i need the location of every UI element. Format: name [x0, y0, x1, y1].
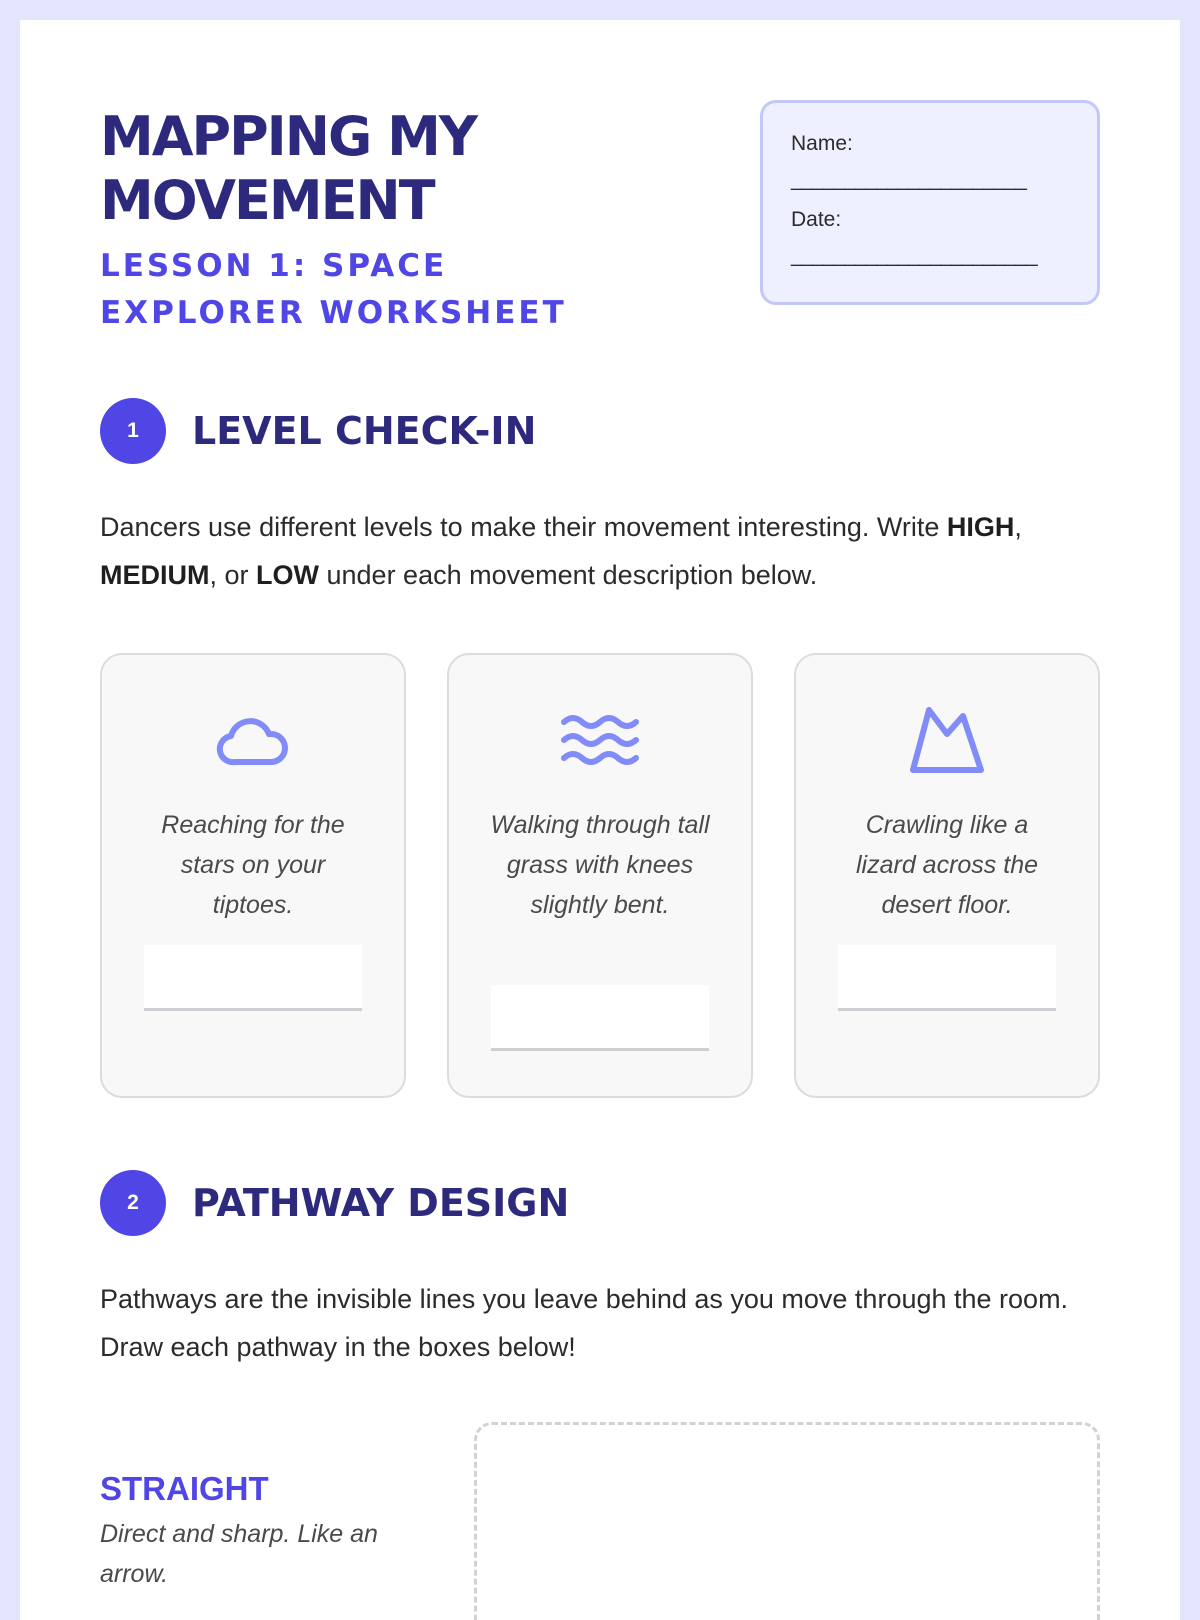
separator: , [1014, 512, 1022, 542]
level-answer-field[interactable] [491, 985, 709, 1051]
section-2-instructions: Pathways are the invisible lines you leave behind as you move through the room. Draw each pathway in the boxes below! [100, 1284, 1069, 1362]
section-2-title: PATHWAY DESIGN [192, 1181, 570, 1225]
instructions-text: under each movement description below. [319, 560, 818, 590]
card-description: Reaching for the stars on your tiptoes. [161, 811, 345, 919]
level-medium: MEDIUM [100, 560, 210, 590]
section-1-header [100, 398, 536, 464]
level-high: HIGH [946, 512, 1015, 542]
worksheet-page [20, 20, 1180, 1620]
date-field[interactable]: _______________________ [791, 244, 1037, 267]
section-2-number-badge: 2 [100, 1170, 166, 1236]
section-1-instructions [100, 503, 1080, 599]
section-1-number-badge: 1 [100, 398, 166, 464]
name-label: Name: [791, 132, 853, 155]
section-2-header [100, 1170, 569, 1236]
separator: , or [209, 560, 257, 590]
date-label: Date: [791, 208, 842, 231]
student-info-box [760, 100, 1100, 305]
waves-icon [449, 700, 751, 780]
pathway-drawing-box[interactable] [474, 1422, 1100, 1620]
worksheet-title: MAPPING MY MOVEMENT [100, 105, 476, 232]
level-answer-field[interactable] [144, 945, 362, 1011]
level-card [447, 653, 753, 1098]
name-field[interactable]: ______________________ [791, 168, 1026, 191]
level-cards [100, 653, 1100, 1098]
worksheet-subtitle: LESSON 1: SPACE EXPLORER WORKSHEET [100, 248, 567, 331]
pathway-description: Direct and sharp. Like an arrow. [100, 1520, 378, 1588]
card-description: Crawling like a lizard across the desert floor. [855, 811, 1039, 919]
instructions-text: Dancers use different levels to make their movement interesting. Write [100, 512, 947, 542]
cloud-icon [102, 700, 404, 780]
section-1-title: LEVEL CHECK-IN [192, 409, 537, 453]
pathway-label: STRAIGHT [100, 1470, 269, 1507]
level-low: LOW [256, 560, 319, 590]
card-description: Walking through tall grass with knees slightly bent. [490, 811, 710, 919]
mountain-icon [796, 700, 1098, 780]
level-card [794, 653, 1100, 1098]
level-answer-field[interactable] [838, 945, 1056, 1011]
level-card [100, 653, 406, 1098]
